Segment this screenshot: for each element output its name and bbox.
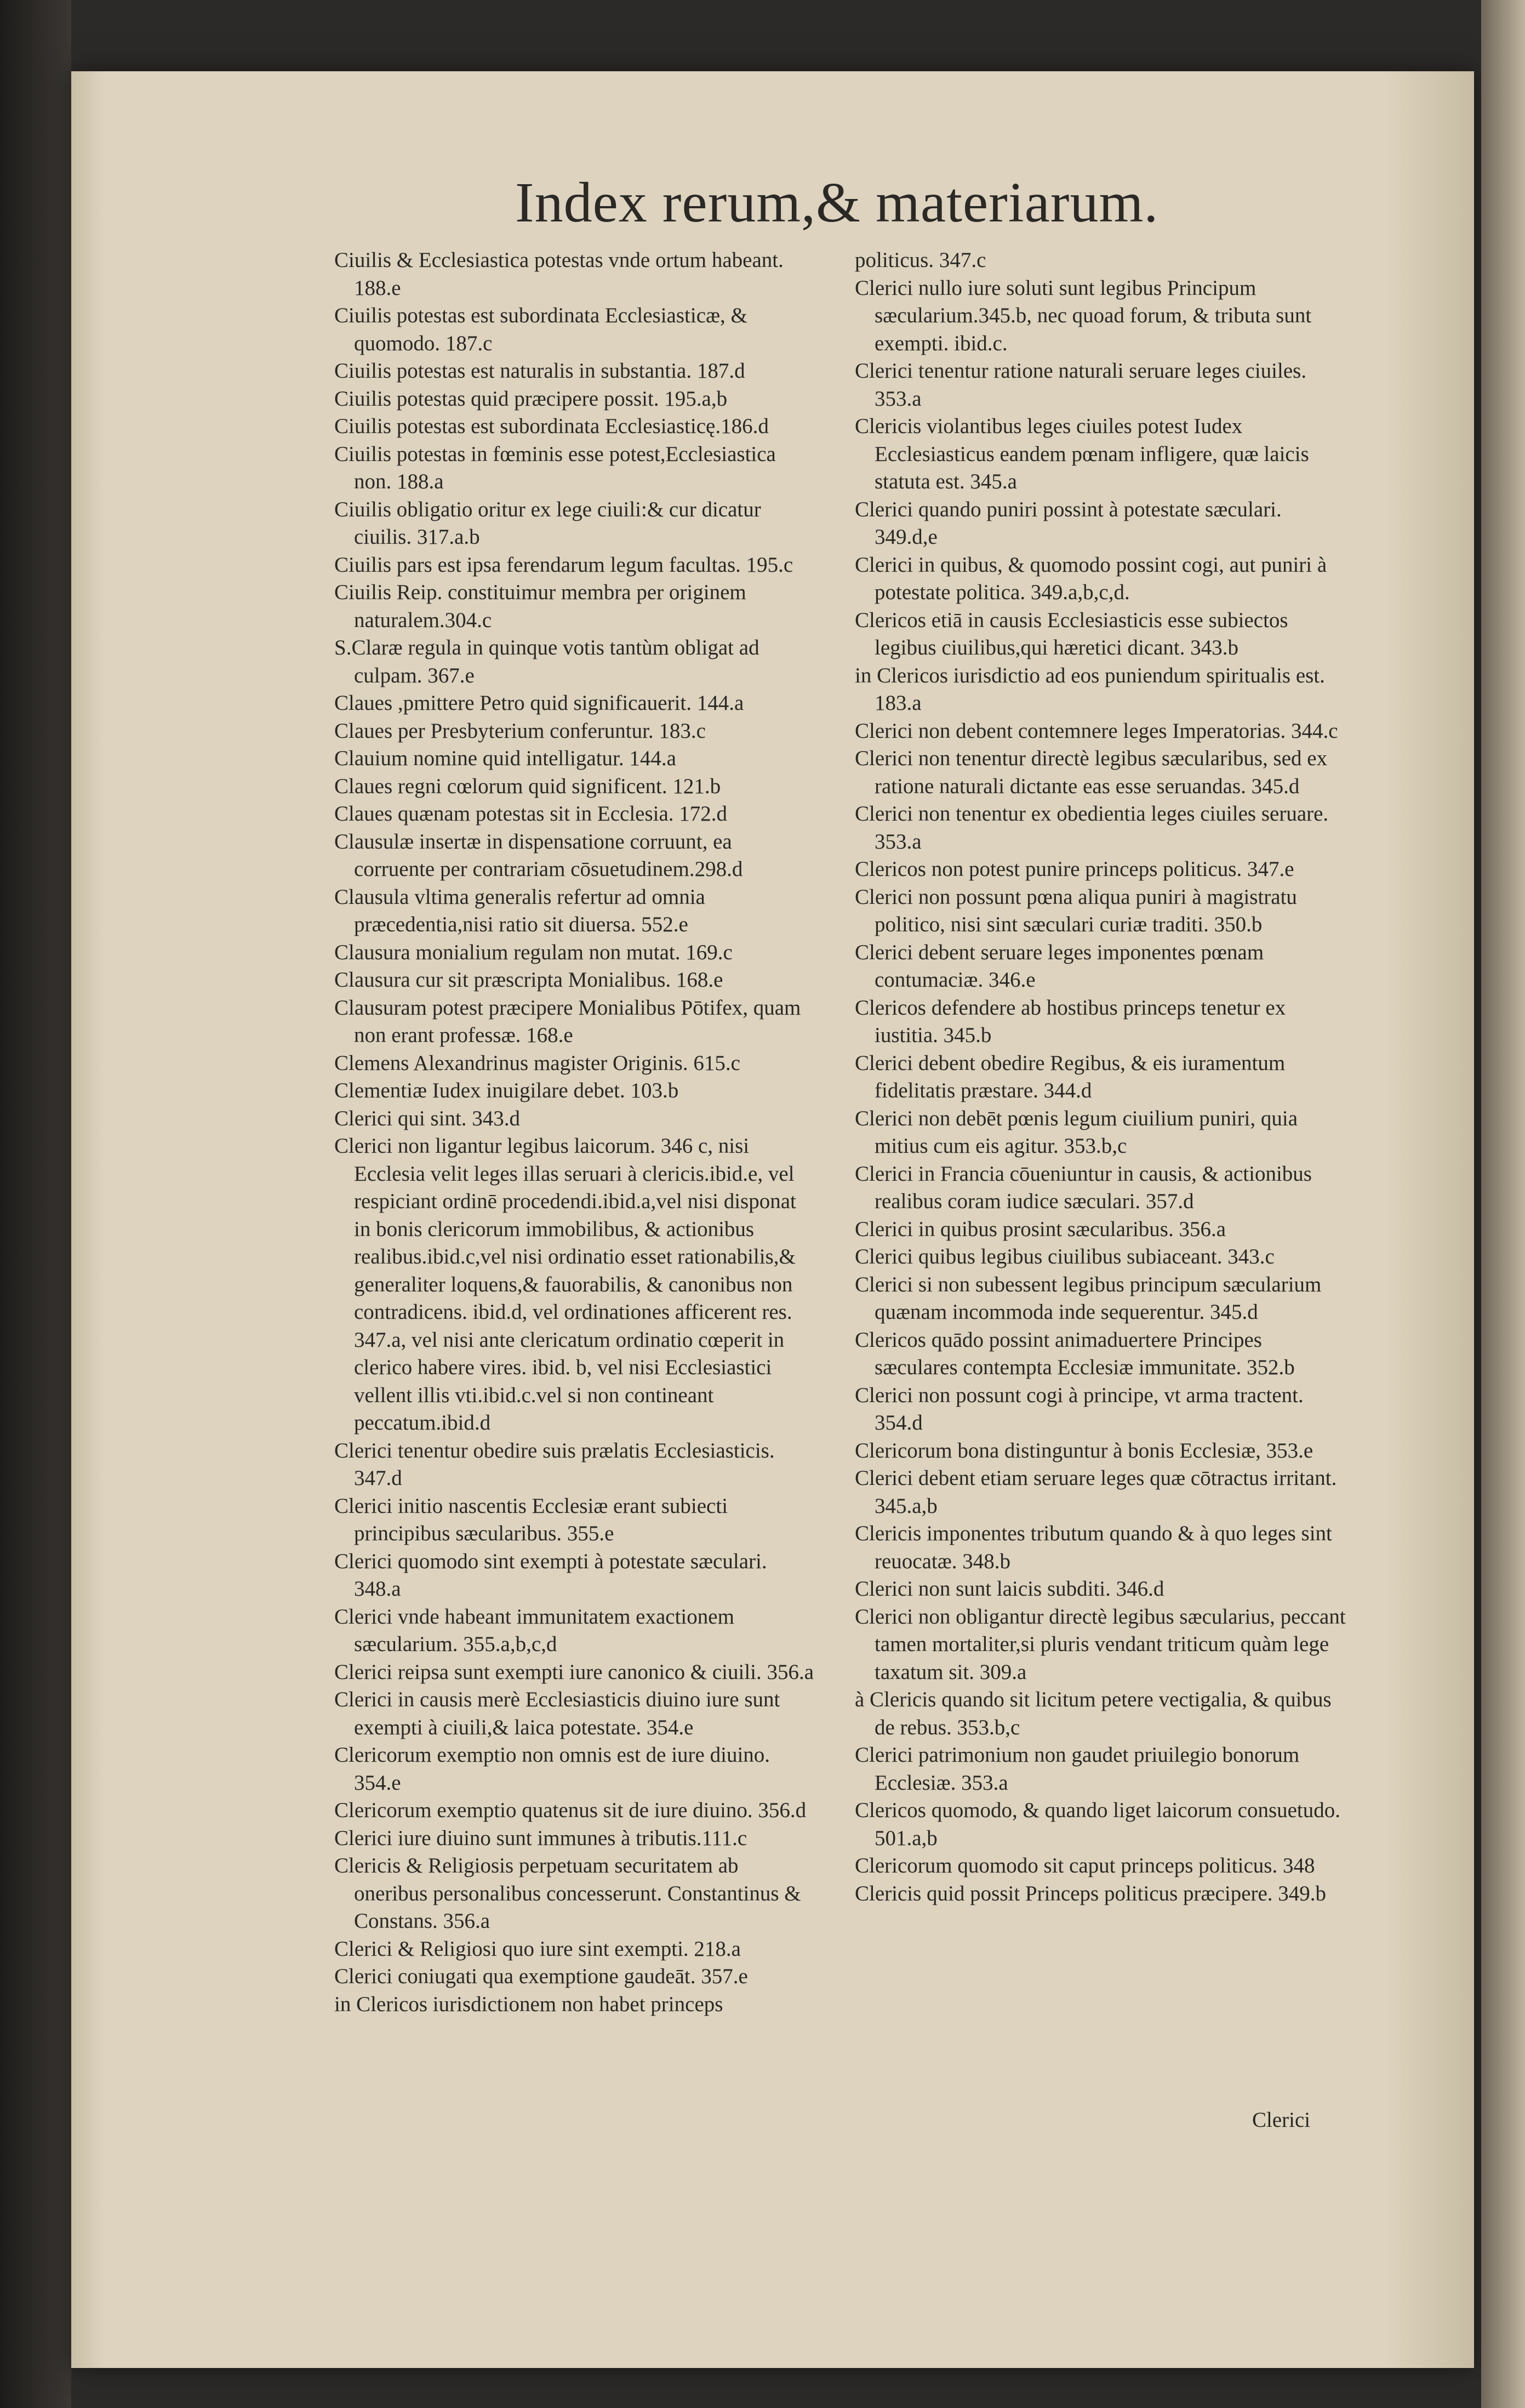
index-entry: Clerici in Francia cōueniuntur in causis, & actionibus realibus coram iudice sæculari. 357.d xyxy=(855,1162,1312,1213)
index-entry: Clerici in quibus prosint sæcularibus. 356.a xyxy=(855,1217,1226,1241)
index-entry: Ciuilis obligatio oritur ex lege ciuili:& cur dicatur ciuilis. 317.a.b xyxy=(334,497,761,549)
index-entry: Clementiæ Iudex inuigilare debet. 103.b xyxy=(334,1079,679,1102)
index-entry: Clerici debent seruare leges imponentes pœnam contumaciæ. 346.e xyxy=(855,940,1264,992)
book-binding xyxy=(0,0,71,2408)
index-entry: Clericos non potest punire princeps politicus. 347.e xyxy=(855,857,1294,881)
index-column-left xyxy=(334,247,816,2018)
index-entry: Clerici coniugati qua exemptione gaudeāt. 357.e xyxy=(334,1965,748,1988)
index-entry: Clericis quid possit Princeps politicus præcipere. 349.b xyxy=(855,1881,1327,1905)
index-entry: Clerici non possunt pœna aliqua puniri à magistratu politico, nisi sint sæculari curiæ traditi. 350.b xyxy=(855,885,1297,936)
index-entry: Clausula vltima generalis refertur ad omnia præcedentia,nisi ratio sit diuersa. 552.e xyxy=(334,885,705,936)
index-entry: Clerici debent obedire Regibus, & eis iuramentum fidelitatis præstare. 344.d xyxy=(855,1051,1286,1102)
index-entry: à Clericis quando sit licitum petere vectigalia, & quibus de rebus. 353.b,c xyxy=(855,1688,1332,1739)
index-entry: in Clericos iurisdictionem non habet princeps xyxy=(334,1992,723,2016)
index-entry: Clerici in quibus, & quomodo possint cogi, aut puniri à potestate politica. 349.a,b,c,d. xyxy=(855,553,1327,604)
index-entry: Clerici non tenentur directè legibus sæcularibus, sed ex ratione naturali dictante eas esse seruandas. 345.d xyxy=(855,747,1328,798)
index-entry: Clerici quibus legibus ciuilibus subiaceant. 343.c xyxy=(855,1245,1275,1268)
index-entry: Clausuram potest præcipere Monialibus Pōtifex, quam non erant professæ. 168.e xyxy=(334,995,801,1047)
index-entry: Clericos quomodo, & quando liget laicorum consuetudo. 501.a,b xyxy=(855,1798,1341,1850)
index-entry: politicus. 347.c xyxy=(855,248,986,272)
index-entry: Clericis imponentes tributum quando & à quo leges sint reuocatæ. 348.b xyxy=(855,1522,1332,1573)
index-entry: S.Claræ regula in quinque votis tantùm obligat ad culpam. 367.e xyxy=(334,636,759,687)
index-entry: Ciuilis potestas est naturalis in substantia. 187.d xyxy=(334,359,745,383)
index-entry: Claues regni cœlorum quid significent. 121.b xyxy=(334,774,721,798)
index-entry: Clericos etiā in causis Ecclesiasticis esse subiectos legibus ciuilibus,qui hæretici dicant. 343.b xyxy=(855,608,1288,659)
index-entry: Ciuilis potestas quid præcipere possit. 195.a,b xyxy=(334,386,728,411)
index-entry: Clerici vnde habeant immunitatem exactionem sæcularium. 355.a,b,c,d xyxy=(334,1604,734,1656)
index-entry: Ciuilis pars est ipsa ferendarum legum facultas. 195.c xyxy=(334,553,793,577)
index-entry: Clericos quādo possint animaduertere Principes sæculares contempta Ecclesiæ immunitate. 352.b xyxy=(855,1328,1295,1379)
page-edge xyxy=(1481,0,1525,2408)
index-entry: Ciuilis Reip. constituimur membra per originem naturalem.304.c xyxy=(334,580,746,632)
index-entry: Clerici non ligantur legibus laicorum. 346 c, nisi Ecclesia velit leges illas seruari à clericis.ibid.e, vel respiciant ordinē procedendi.ibid.a,vel nisi disponat in bonis clericorum immobilibus, & actionibus realibus.ibid.c,vel nisi ordinatio esset rationabilis,& generaliter loquens,& fauorabilis, & canonibus non contradicens. ibid.d, vel ordinationes afficerent res. 347.a, vel nisi ante clericatum ordinatio cœperit in clerico habere vires. ibid. b, vel nisi Ecclesiastici vellent illis vti.ibid.c.vel si non contineant peccatum.ibid.d xyxy=(334,1134,796,1434)
index-entry: Clerici qui sint. 343.d xyxy=(334,1106,521,1130)
index-entry: Clerici non debēt pœnis legum ciuilium puniri, quia mitius cum eis agitur. 353.b,c xyxy=(855,1106,1298,1158)
index-entry: Clericorum quomodo sit caput princeps politicus. 348 xyxy=(855,1854,1315,1877)
index-entry: Ciuilis potestas est subordinata Ecclesiasticæ, & quomodo. 187.c xyxy=(334,304,747,355)
index-entry: Clericorum exemptio quatenus sit de iure diuino. 356.d xyxy=(334,1798,807,1822)
page-title: Index rerum,& materiarum. xyxy=(515,171,1159,234)
catchword: Clerici xyxy=(1252,2108,1311,2132)
index-column-right xyxy=(855,247,1348,1908)
index-entry: Clerici quomodo sint exempti à potestate sæculari. 348.a xyxy=(334,1549,767,1601)
index-entry: Clausura monialium regulam non mutat. 169.c xyxy=(334,940,733,964)
index-entry: Clericis & Religiosis perpetuam securitatem ab oneribus personalibus concesserunt. Constantinus & Constans. 356.a xyxy=(334,1854,801,1933)
index-entry: Clericis violantibus leges ciuiles potest Iudex Ecclesiasticus eandem pœnam infligere, quæ laicis statuta est. 345.a xyxy=(855,414,1309,493)
index-entry: Clerici si non subessent legibus principum sæcularium quænam incommoda inde sequerentur. 345.d xyxy=(855,1272,1322,1324)
index-entry: Ciuilis potestas est subordinata Ecclesiasticę.186.d xyxy=(334,414,769,438)
index-entry: Claues per Presbyterium conferuntur. 183.c xyxy=(334,719,706,743)
index-entry: Clerici tenentur obedire suis prælatis Ecclesiasticis. 347.d xyxy=(334,1438,775,1490)
index-entry: Clerici patrimonium non gaudet priuilegio bonorum Ecclesiæ. 353.a xyxy=(855,1743,1300,1795)
index-entry: Clerici tenentur ratione naturali seruare leges ciuiles. 353.a xyxy=(855,359,1307,411)
index-entry: Clericos defendere ab hostibus princeps tenetur ex iustitia. 345.b xyxy=(855,995,1286,1047)
index-entry: in Clericos iurisdictio ad eos puniendum spiritualis est. 183.a xyxy=(855,663,1325,715)
index-entry: Clausura cur sit præscripta Monialibus. 168.e xyxy=(334,968,723,992)
index-entry: Clerici non sunt laicis subditi. 346.d xyxy=(855,1577,1164,1601)
index-entry: Clauium nomine quid intelligatur. 144.a xyxy=(334,747,676,770)
index-entry: Clerici iure diuino sunt immunes à tributis.111.c xyxy=(334,1826,747,1850)
index-entry: Clericorum exemptio non omnis est de iure diuino. 354.e xyxy=(334,1743,770,1795)
index-entry: Claues quænam potestas sit in Ecclesia. 172.d xyxy=(334,802,728,826)
index-entry: Clerici non obligantur directè legibus sæcularius, peccant tamen mortaliter,si pluris vendant triticum quàm lege taxatum sit. 309.a xyxy=(855,1604,1346,1684)
index-entry: Claues ,pmittere Petro quid significauerit. 144.a xyxy=(334,691,744,715)
index-entry: Clemens Alexandrinus magister Originis. 615.c xyxy=(334,1051,740,1075)
index-entry: Clerici & Religiosi quo iure sint exempti. 218.a xyxy=(334,1937,741,1961)
index-entry: Clerici non possunt cogi à principe, vt arma tractent. 354.d xyxy=(855,1383,1304,1434)
index-entry: Clerici non debent contemnere leges Imperatorias. 344.c xyxy=(855,719,1338,743)
index-entry: Clerici non tenentur ex obedientia leges ciuiles seruare. 353.a xyxy=(855,802,1329,853)
index-entry: Ciuilis & Ecclesiastica potestas vnde ortum habeant. 188.e xyxy=(334,248,784,300)
index-entry: Clericorum bona distinguntur à bonis Ecclesiæ, 353.e xyxy=(855,1438,1313,1462)
index-entry: Ciuilis potestas in fœminis esse potest,Ecclesiastica non. 188.a xyxy=(334,442,776,493)
index-entry: Clerici quando puniri possint à potestate sæculari. 349.d,e xyxy=(855,497,1282,549)
index-entry: Clerici in causis merè Ecclesiasticis diuino iure sunt exempti à ciuili,& laica potestate. 354.e xyxy=(334,1688,780,1739)
index-entry: Clerici nullo iure soluti sunt legibus Principum sæcularium.345.b, nec quoad forum, & tributa sunt exempti. ibid.c. xyxy=(855,276,1312,355)
index-entry: Clausulæ insertæ in dispensatione corruunt, ea corruente per contrariam cōsuetudinem.298.d xyxy=(334,829,743,881)
index-entry: Clerici reipsa sunt exempti iure canonico & ciuili. 356.a xyxy=(334,1660,814,1684)
index-entry: Clerici debent etiam seruare leges quæ cōtractus irritant. 345.a,b xyxy=(855,1466,1337,1518)
index-entry: Clerici initio nascentis Ecclesiæ erant subiecti principibus sæcularibus. 355.e xyxy=(334,1494,728,1545)
